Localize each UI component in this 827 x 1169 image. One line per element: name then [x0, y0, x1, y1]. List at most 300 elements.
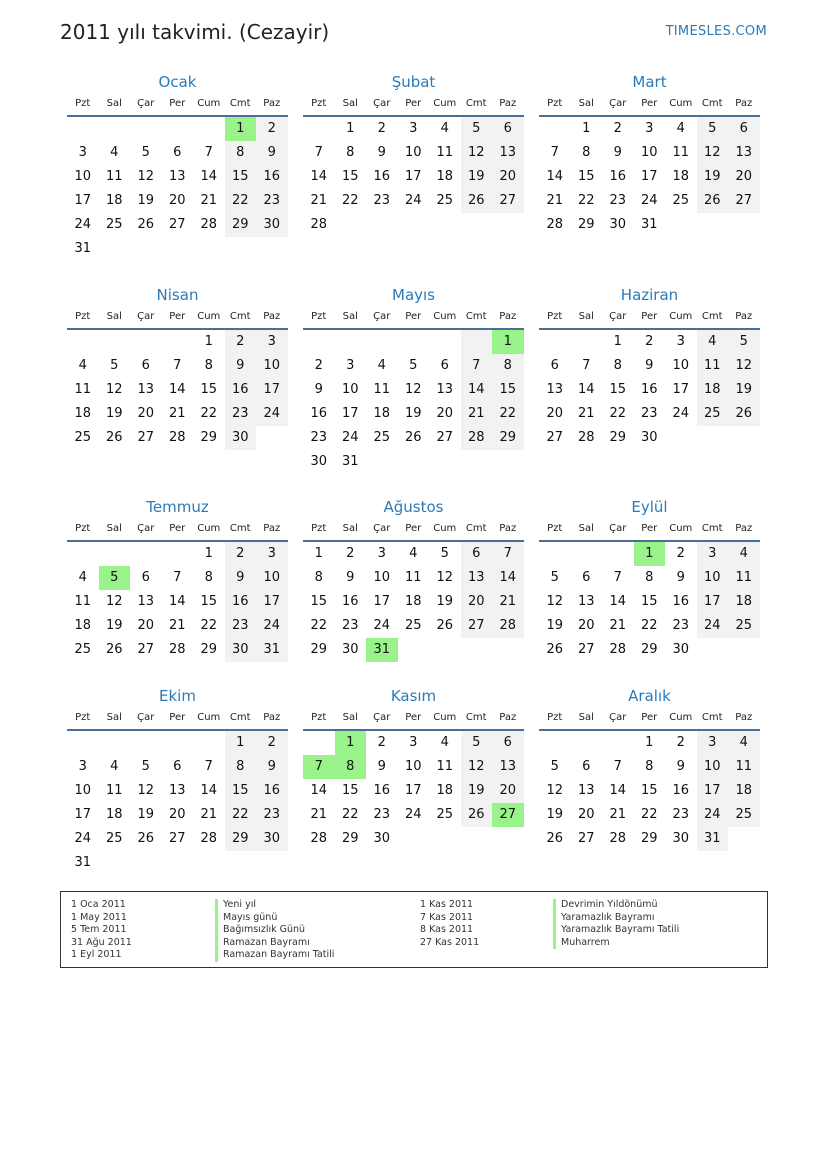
- day-cell: 8: [346, 145, 355, 160]
- weekday-label: Sal: [106, 98, 122, 109]
- weekday-label: Per: [169, 311, 186, 322]
- day-cell: 13: [137, 594, 155, 609]
- day-cell: 19: [461, 779, 493, 803]
- day-cell: 12: [697, 141, 729, 165]
- day-cell: 11: [74, 594, 92, 609]
- day-cell: 2: [377, 121, 386, 136]
- day-cell: 22: [640, 618, 658, 633]
- weekday-label: Paz: [499, 311, 517, 322]
- day-cell: 25: [436, 807, 454, 822]
- day-cell: 20: [137, 618, 155, 633]
- day-cell: 23: [640, 406, 658, 421]
- day-cell: 26: [546, 642, 564, 657]
- empty-cell: [571, 542, 603, 566]
- day-grid: [67, 117, 288, 261]
- day-cell: 16: [256, 165, 288, 189]
- day-cell: 27: [577, 642, 595, 657]
- day-cell: 9: [225, 566, 257, 590]
- weekday-label: Çar: [609, 98, 627, 109]
- day-cell: 20: [728, 165, 760, 189]
- day-cell: 2: [676, 546, 685, 561]
- day-cell: 11: [436, 759, 454, 774]
- empty-cell: [665, 426, 697, 450]
- day-cell: 8: [225, 141, 257, 165]
- day-cell: 4: [676, 121, 685, 136]
- day-cell: 31: [366, 638, 398, 662]
- day-cell: 21: [310, 807, 328, 822]
- day-cell: 30: [640, 430, 658, 445]
- month-block: [539, 285, 760, 450]
- weekday-label: Pzt: [547, 311, 563, 322]
- day-cell: 9: [377, 759, 386, 774]
- day-cell: 18: [404, 594, 422, 609]
- day-cell: 5: [409, 358, 418, 373]
- weekday-label: Cmt: [701, 712, 723, 723]
- legend-names-right: [553, 899, 679, 949]
- day-cell: 30: [373, 831, 391, 846]
- day-cell: 26: [105, 430, 123, 445]
- day-cell: 24: [672, 406, 690, 421]
- day-cell: 23: [672, 807, 690, 822]
- weekday-label: Paz: [735, 523, 753, 534]
- day-cell: 29: [609, 430, 627, 445]
- day-cell: 12: [461, 141, 493, 165]
- day-cell: 10: [404, 759, 422, 774]
- legend-date: 27 Kas 2011: [420, 936, 480, 948]
- day-cell: 13: [492, 141, 524, 165]
- weekday-header: [539, 305, 760, 330]
- day-grid: [303, 542, 524, 662]
- day-cell: 18: [105, 193, 123, 208]
- day-cell: 28: [492, 614, 524, 638]
- empty-cell: [398, 827, 430, 851]
- day-cell: 3: [697, 731, 729, 755]
- day-cell: 22: [492, 402, 524, 426]
- day-cell: 8: [645, 759, 654, 774]
- empty-cell: [99, 851, 131, 875]
- legend-holiday-name: Yaramazlık Bayramı: [553, 912, 679, 925]
- holiday-legend: [60, 891, 768, 968]
- day-cell: 10: [74, 783, 92, 798]
- day-cell: 11: [74, 382, 92, 397]
- day-cell: 19: [546, 807, 564, 822]
- day-cell: 16: [672, 594, 690, 609]
- day-cell: 9: [314, 382, 323, 397]
- day-grid: [539, 731, 760, 851]
- day-cell: 23: [256, 803, 288, 827]
- weekday-label: Cmt: [465, 712, 487, 723]
- day-cell: 20: [461, 590, 493, 614]
- day-cell: 26: [137, 217, 155, 232]
- day-cell: 19: [546, 618, 564, 633]
- weekday-label: Per: [405, 311, 422, 322]
- day-cell: 11: [404, 570, 422, 585]
- day-cell: 27: [492, 189, 524, 213]
- day-cell: 24: [697, 803, 729, 827]
- weekday-label: Paz: [735, 311, 753, 322]
- empty-cell: [99, 330, 131, 354]
- day-cell: 22: [609, 406, 627, 421]
- day-cell: 10: [373, 570, 391, 585]
- day-grid: [67, 330, 288, 450]
- brand-link[interactable]: TIMESLES.COM: [665, 24, 767, 39]
- day-cell: 5: [141, 145, 150, 160]
- day-cell: 12: [404, 382, 422, 397]
- day-cell: 1: [634, 542, 666, 566]
- day-cell: 12: [436, 570, 454, 585]
- weekday-label: Per: [405, 523, 422, 534]
- day-cell: 31: [74, 241, 92, 256]
- day-cell: 24: [640, 193, 658, 208]
- day-grid: [539, 117, 760, 237]
- weekday-label: Sal: [578, 311, 594, 322]
- empty-cell: [162, 330, 194, 354]
- day-cell: 22: [341, 193, 359, 208]
- day-cell: 20: [577, 807, 595, 822]
- day-cell: 24: [341, 430, 359, 445]
- legend-holiday-name: Ramazan Bayramı Tatili: [215, 949, 334, 962]
- day-cell: 21: [577, 406, 595, 421]
- weekday-label: Pzt: [547, 712, 563, 723]
- weekday-label: Paz: [263, 98, 281, 109]
- weekday-label: Cmt: [701, 98, 723, 109]
- empty-cell: [225, 851, 257, 875]
- legend-date: 5 Tem 2011: [71, 924, 127, 936]
- day-cell: 17: [697, 779, 729, 803]
- day-cell: 9: [676, 570, 685, 585]
- day-grid: [303, 731, 524, 851]
- day-cell: 20: [577, 618, 595, 633]
- weekday-label: Pzt: [75, 712, 91, 723]
- day-cell: 24: [74, 831, 92, 846]
- day-cell: 31: [640, 217, 658, 232]
- day-cell: 8: [314, 570, 323, 585]
- empty-cell: [335, 213, 367, 237]
- empty-cell: [429, 330, 461, 354]
- day-cell: 1: [582, 121, 591, 136]
- weekday-label: Çar: [137, 712, 155, 723]
- day-cell: 4: [377, 358, 386, 373]
- day-cell: 25: [728, 614, 760, 638]
- day-cell: 3: [676, 334, 685, 349]
- day-cell: 23: [256, 189, 288, 213]
- weekday-label: Cum: [197, 712, 221, 723]
- day-cell: 30: [672, 831, 690, 846]
- day-cell: 16: [672, 783, 690, 798]
- month-name: Ocak: [158, 73, 197, 91]
- day-cell: 26: [404, 430, 422, 445]
- day-cell: 9: [225, 354, 257, 378]
- weekday-label: Paz: [263, 523, 281, 534]
- weekday-label: Sal: [578, 523, 594, 534]
- empty-cell: [539, 731, 571, 755]
- day-cell: 30: [256, 827, 288, 851]
- day-cell: 21: [461, 402, 493, 426]
- day-cell: 12: [728, 354, 760, 378]
- empty-cell: [99, 237, 131, 261]
- weekday-label: Pzt: [547, 523, 563, 534]
- day-cell: 7: [204, 145, 213, 160]
- day-cell: 9: [645, 358, 654, 373]
- day-cell: 31: [697, 827, 729, 851]
- empty-cell: [461, 638, 493, 662]
- day-cell: 24: [697, 614, 729, 638]
- day-cell: 10: [74, 169, 92, 184]
- day-cell: 6: [141, 570, 150, 585]
- empty-cell: [99, 117, 131, 141]
- empty-cell: [728, 213, 760, 237]
- day-cell: 2: [225, 542, 257, 566]
- day-cell: 7: [314, 145, 323, 160]
- day-cell: 21: [168, 618, 186, 633]
- day-cell: 17: [74, 193, 92, 208]
- empty-cell: [193, 731, 225, 755]
- day-cell: 28: [546, 217, 564, 232]
- day-cell: 12: [461, 755, 493, 779]
- day-cell: 2: [256, 731, 288, 755]
- month-block: [67, 497, 288, 662]
- weekday-label: Cum: [433, 712, 457, 723]
- legend-holiday-name: Mayıs günü: [215, 912, 334, 925]
- empty-cell: [697, 638, 729, 662]
- day-grid: [539, 542, 760, 662]
- weekday-label: Per: [641, 98, 658, 109]
- day-cell: 24: [404, 807, 422, 822]
- legend-date: 31 Ağu 2011: [71, 936, 132, 948]
- weekday-label: Cum: [433, 311, 457, 322]
- day-cell: 15: [640, 783, 658, 798]
- day-cell: 25: [74, 642, 92, 657]
- weekday-label: Çar: [373, 712, 391, 723]
- empty-cell: [366, 330, 398, 354]
- day-cell: 4: [728, 542, 760, 566]
- day-cell: 19: [105, 618, 123, 633]
- day-cell: 1: [314, 546, 323, 561]
- day-cell: 8: [613, 358, 622, 373]
- day-cell: 7: [173, 570, 182, 585]
- weekday-label: Cum: [433, 523, 457, 534]
- weekday-label: Cum: [669, 523, 693, 534]
- day-cell: 23: [225, 402, 257, 426]
- day-cell: 24: [74, 217, 92, 232]
- weekday-header: [303, 706, 524, 731]
- day-cell: 11: [373, 382, 391, 397]
- weekday-label: Paz: [499, 523, 517, 534]
- day-cell: 6: [461, 542, 493, 566]
- day-cell: 22: [200, 406, 218, 421]
- weekday-label: Çar: [137, 311, 155, 322]
- empty-cell: [398, 330, 430, 354]
- day-cell: 14: [168, 382, 186, 397]
- day-cell: 30: [672, 642, 690, 657]
- day-cell: 7: [173, 358, 182, 373]
- day-cell: 20: [168, 807, 186, 822]
- weekday-label: Çar: [609, 523, 627, 534]
- empty-cell: [193, 851, 225, 875]
- day-cell: 3: [645, 121, 654, 136]
- day-cell: 31: [256, 638, 288, 662]
- day-cell: 6: [173, 759, 182, 774]
- legend-dates-right: [420, 899, 479, 949]
- day-cell: 16: [609, 169, 627, 184]
- empty-cell: [728, 827, 760, 851]
- empty-cell: [492, 213, 524, 237]
- empty-cell: [461, 330, 493, 354]
- day-cell: 13: [168, 783, 186, 798]
- day-cell: 15: [341, 783, 359, 798]
- day-grid: [67, 731, 288, 875]
- day-cell: 25: [105, 831, 123, 846]
- weekday-label: Pzt: [75, 98, 91, 109]
- day-cell: 4: [440, 735, 449, 750]
- day-cell: 18: [436, 169, 454, 184]
- weekday-label: Cum: [669, 311, 693, 322]
- empty-cell: [429, 213, 461, 237]
- weekday-label: Çar: [137, 98, 155, 109]
- weekday-label: Pzt: [547, 98, 563, 109]
- empty-cell: [303, 731, 335, 755]
- day-cell: 28: [609, 642, 627, 657]
- weekday-label: Cum: [197, 523, 221, 534]
- day-cell: 24: [373, 618, 391, 633]
- day-cell: 23: [341, 618, 359, 633]
- weekday-label: Pzt: [311, 98, 327, 109]
- day-cell: 7: [582, 358, 591, 373]
- day-cell: 21: [168, 406, 186, 421]
- weekday-label: Per: [169, 523, 186, 534]
- day-cell: 16: [341, 594, 359, 609]
- weekday-label: Per: [641, 712, 658, 723]
- month-name: Aralık: [628, 687, 671, 705]
- day-cell: 8: [492, 354, 524, 378]
- day-cell: 6: [582, 570, 591, 585]
- month-block: [67, 285, 288, 450]
- day-cell: 3: [409, 121, 418, 136]
- day-cell: 14: [609, 594, 627, 609]
- weekday-label: Çar: [609, 311, 627, 322]
- day-cell: 11: [728, 566, 760, 590]
- day-cell: 9: [377, 145, 386, 160]
- weekday-label: Çar: [373, 98, 391, 109]
- day-cell: 1: [225, 731, 257, 755]
- weekday-label: Cmt: [229, 98, 251, 109]
- month-block: [539, 72, 760, 237]
- month-name: Şubat: [391, 73, 436, 91]
- day-cell: 19: [137, 807, 155, 822]
- day-cell: 23: [225, 614, 257, 638]
- weekday-label: Pzt: [311, 523, 327, 534]
- month-name: Kasım: [390, 687, 437, 705]
- month-name: Eylül: [631, 498, 668, 516]
- empty-cell: [602, 731, 634, 755]
- day-cell: 18: [728, 590, 760, 614]
- day-cell: 29: [225, 827, 257, 851]
- weekday-label: Cmt: [465, 98, 487, 109]
- day-cell: 23: [373, 193, 391, 208]
- day-cell: 18: [436, 783, 454, 798]
- day-cell: 18: [105, 807, 123, 822]
- day-cell: 27: [436, 430, 454, 445]
- weekday-label: Çar: [609, 712, 627, 723]
- month-name: Ağustos: [383, 498, 444, 516]
- day-cell: 15: [310, 594, 328, 609]
- weekday-label: Cum: [197, 98, 221, 109]
- empty-cell: [225, 237, 257, 261]
- day-cell: 8: [335, 755, 367, 779]
- weekday-label: Per: [641, 311, 658, 322]
- day-cell: 23: [373, 807, 391, 822]
- day-cell: 12: [546, 783, 564, 798]
- day-cell: 6: [141, 358, 150, 373]
- weekday-header: [303, 305, 524, 330]
- day-cell: 14: [546, 169, 564, 184]
- legend-holiday-name: Bağımsızlık Günü: [215, 924, 334, 937]
- empty-cell: [130, 731, 162, 755]
- day-cell: 16: [373, 783, 391, 798]
- day-cell: 3: [346, 358, 355, 373]
- day-cell: 14: [492, 566, 524, 590]
- month-name: Mayıs: [392, 286, 435, 304]
- empty-cell: [193, 237, 225, 261]
- day-cell: 29: [200, 430, 218, 445]
- empty-cell: [130, 237, 162, 261]
- day-cell: 20: [546, 406, 564, 421]
- day-cell: 25: [697, 402, 729, 426]
- weekday-label: Çar: [373, 311, 391, 322]
- day-cell: 29: [310, 642, 328, 657]
- day-cell: 13: [577, 783, 595, 798]
- day-cell: 7: [492, 542, 524, 566]
- empty-cell: [162, 542, 194, 566]
- legend-holiday-name: Devrimin Yıldönümü: [553, 899, 679, 912]
- day-cell: 22: [577, 193, 595, 208]
- weekday-label: Çar: [137, 523, 155, 534]
- day-grid: [303, 330, 524, 474]
- legend-date: 1 May 2011: [71, 911, 127, 923]
- day-cell: 1: [204, 546, 213, 561]
- day-cell: 7: [204, 759, 213, 774]
- day-cell: 25: [74, 430, 92, 445]
- day-cell: 13: [137, 382, 155, 397]
- day-cell: 9: [256, 141, 288, 165]
- day-cell: 26: [137, 831, 155, 846]
- day-cell: 29: [577, 217, 595, 232]
- day-cell: 17: [404, 783, 422, 798]
- weekday-label: Per: [169, 98, 186, 109]
- day-cell: 2: [645, 334, 654, 349]
- day-cell: 28: [168, 430, 186, 445]
- legend-date: 8 Kas 2011: [420, 924, 474, 936]
- legend-holiday-name: Yeni yıl: [215, 899, 334, 912]
- empty-cell: [303, 330, 335, 354]
- day-cell: 4: [697, 330, 729, 354]
- day-cell: 18: [74, 618, 92, 633]
- empty-cell: [256, 426, 288, 450]
- weekday-label: Cmt: [465, 523, 487, 534]
- day-cell: 29: [200, 642, 218, 657]
- empty-cell: [539, 117, 571, 141]
- day-cell: 3: [78, 759, 87, 774]
- day-cell: 11: [436, 145, 454, 160]
- empty-cell: [429, 638, 461, 662]
- day-cell: 10: [672, 358, 690, 373]
- day-cell: 18: [728, 779, 760, 803]
- day-cell: 3: [78, 145, 87, 160]
- day-cell: 14: [200, 783, 218, 798]
- weekday-label: Cmt: [229, 311, 251, 322]
- day-cell: 4: [440, 121, 449, 136]
- day-cell: 2: [676, 735, 685, 750]
